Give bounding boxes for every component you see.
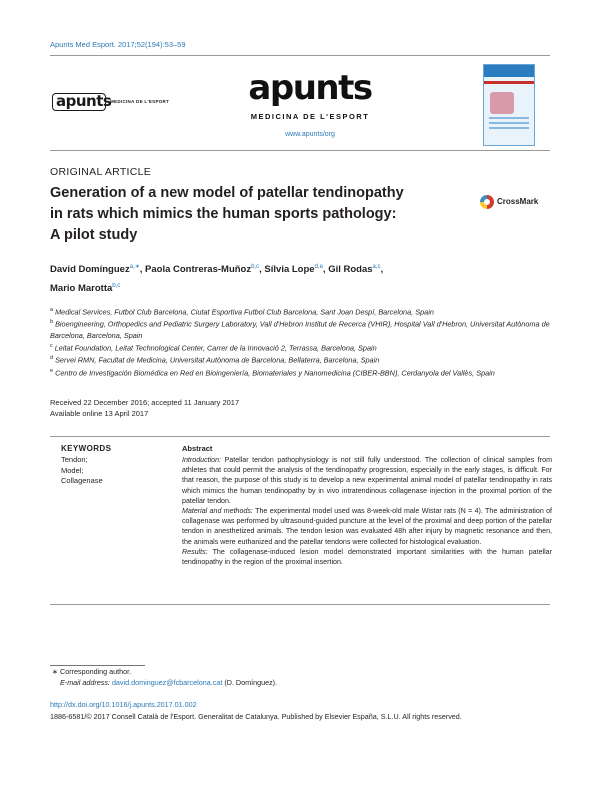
author-affiliation-link[interactable]: b,c xyxy=(251,264,260,270)
keyword: Collagenase xyxy=(61,476,103,485)
article-dates xyxy=(50,397,239,419)
author: Sílvia Lope$^{d,e}$, xyxy=(264,264,329,276)
copyright-notice: 1886-6581/© 2017 Consell Català de l'Esport. Generalitat de Catalunya. Published by Elsevier España, S.L.U. All rights reserved. xyxy=(50,712,462,721)
affiliation-item: $^b$ Bioengineering, Orthopedics and Pediatric Surgery Laboratory, Vall d'Hebron Institut de Recerca (VHIR), Hospital Vall d'Hebron, Universitat Autònoma de Barcelona, Barcelona, Spain xyxy=(50,319,550,340)
author: Mario Marotta$^{b,c}$ xyxy=(50,283,121,295)
logo-small-mark: apunts xyxy=(56,92,112,110)
title-line: Generation of a new model of patellar tendinopathy xyxy=(50,185,404,201)
author-list xyxy=(50,259,530,297)
journal-website-link[interactable]: www.apunts/org xyxy=(285,131,335,138)
corresponding-author-note: ∗ Corresponding author. E-mail address: david.dominguez@fcbarcelona.cat (D. Domínguez). xyxy=(52,667,278,687)
author-email-link[interactable]: david.dominguez@fcbarcelona.cat xyxy=(111,677,223,687)
header-rule-bottom xyxy=(50,150,550,151)
author-affiliation-link[interactable]: b,c xyxy=(112,283,121,290)
abstract-results: Results: The collagenase-induced lesion model demonstrated important similarities with the human patellar tendinopathy in the region of the proximal insertion. xyxy=(182,547,552,567)
journal-cover-thumbnail xyxy=(483,64,535,146)
keyword: Model; xyxy=(61,465,84,475)
journal-citation[interactable]: Apunts Med Esport. 2017;52(194):53–59 xyxy=(50,40,186,49)
header-rule-top xyxy=(50,55,550,56)
abstract-introduction: Introduction: Patellar tendon pathophysiology is not still fully understood. The collection of clinical samples from athletes that could permit the analysis of the tendinopathy progression, especially in the early stages, is difficult. For that reason, the purpose of this study is to develop a new experimental animal model of patellar tendinopathy in rats which mimics the human tendinopathy by in vivo intratendinous collagenase injection in the proximal portion of the patellar tendon. xyxy=(182,456,552,505)
keyword: Tendon; xyxy=(61,455,88,464)
author-affiliation-link[interactable]: a,∗ xyxy=(129,264,140,270)
keywords-box xyxy=(50,444,170,487)
affiliation-item: $^e$ Centro de Investigación Biomédica en Red en Bioingeniería, Biomateriales y Nanomedicina (CIBER-BBN), Cerdanyola del Vallès, Spain xyxy=(50,367,495,378)
crossmark-badge[interactable] xyxy=(480,195,550,213)
doi-link[interactable]: http://dx.doi.org/10.1016/j.apunts.2017.01.002 xyxy=(50,700,197,709)
abstract-methods: Material and methods: The experimental model used was 8-week-old male Wistar rats (N = 4). The administration of collagenase was performed by ultrasound-guided puncture at the level of the proximal and deep portion of the patellar tendon in anesthetized animals. The tendon lesion was evaluated 48h after injury by magnetic resonance and then, the animals were euthanized and the patellar tendons were collected for histological evaluation. xyxy=(182,507,553,546)
crossmark-label: CrossMark xyxy=(497,197,539,206)
title-line: A pilot study xyxy=(50,227,138,243)
available-date: Available online 13 April 2017 xyxy=(50,409,149,418)
author: Paola Contreras-Muñoz$^{b,c}$, xyxy=(145,264,265,276)
title-line: in rats which mimics the human sports pathology: xyxy=(50,206,397,222)
author: David Domínguez$^{a,∗}$, xyxy=(50,264,146,276)
affiliations xyxy=(50,305,550,378)
article-title xyxy=(50,183,470,246)
abstract-heading: Abstract xyxy=(182,444,213,453)
logo-small-subtitle: MEDICINA DE L'ESPORT xyxy=(110,99,170,104)
abstract-rule-bottom xyxy=(50,604,550,605)
affiliation-item: $^d$ Servei RMN, Facultat de Medicina, Universitat Autònoma de Barcelona, Bellaterra, Barcelona, Spain xyxy=(50,355,380,365)
journal-logo-small xyxy=(52,92,180,112)
author-affiliation-link[interactable]: a,c xyxy=(372,264,381,270)
logo-subtitle: MEDICINA DE L'ESPORT xyxy=(250,112,370,121)
article-type: ORIGINAL ARTICLE xyxy=(50,166,152,178)
author: Gil Rodas$^{a,c}$, xyxy=(328,264,384,276)
affiliation-item: $^a$ Medical Services, Futbol Club Barcelona, Ciutat Esportiva Futbol Club Barcelona, Sant Joan Despí, Barcelona, Spain xyxy=(50,307,434,317)
abstract-rule-top xyxy=(50,436,550,437)
logo-wordmark: apunts xyxy=(248,68,372,108)
author-affiliation-link[interactable]: d,e xyxy=(314,264,323,270)
abstract xyxy=(182,444,552,567)
received-date: Received 22 December 2016; accepted 11 January 2017 xyxy=(50,398,240,407)
keywords-heading: KEYWORDS xyxy=(61,444,112,453)
affiliation-item: $^c$ Leitat Foundation, Leitat Technological Center, Carrer de la Innovació 2, Terrassa, Barcelona, Spain xyxy=(50,342,377,353)
journal-logo xyxy=(210,70,410,138)
footnote-rule xyxy=(50,665,145,666)
crossmark-icon xyxy=(480,195,494,209)
